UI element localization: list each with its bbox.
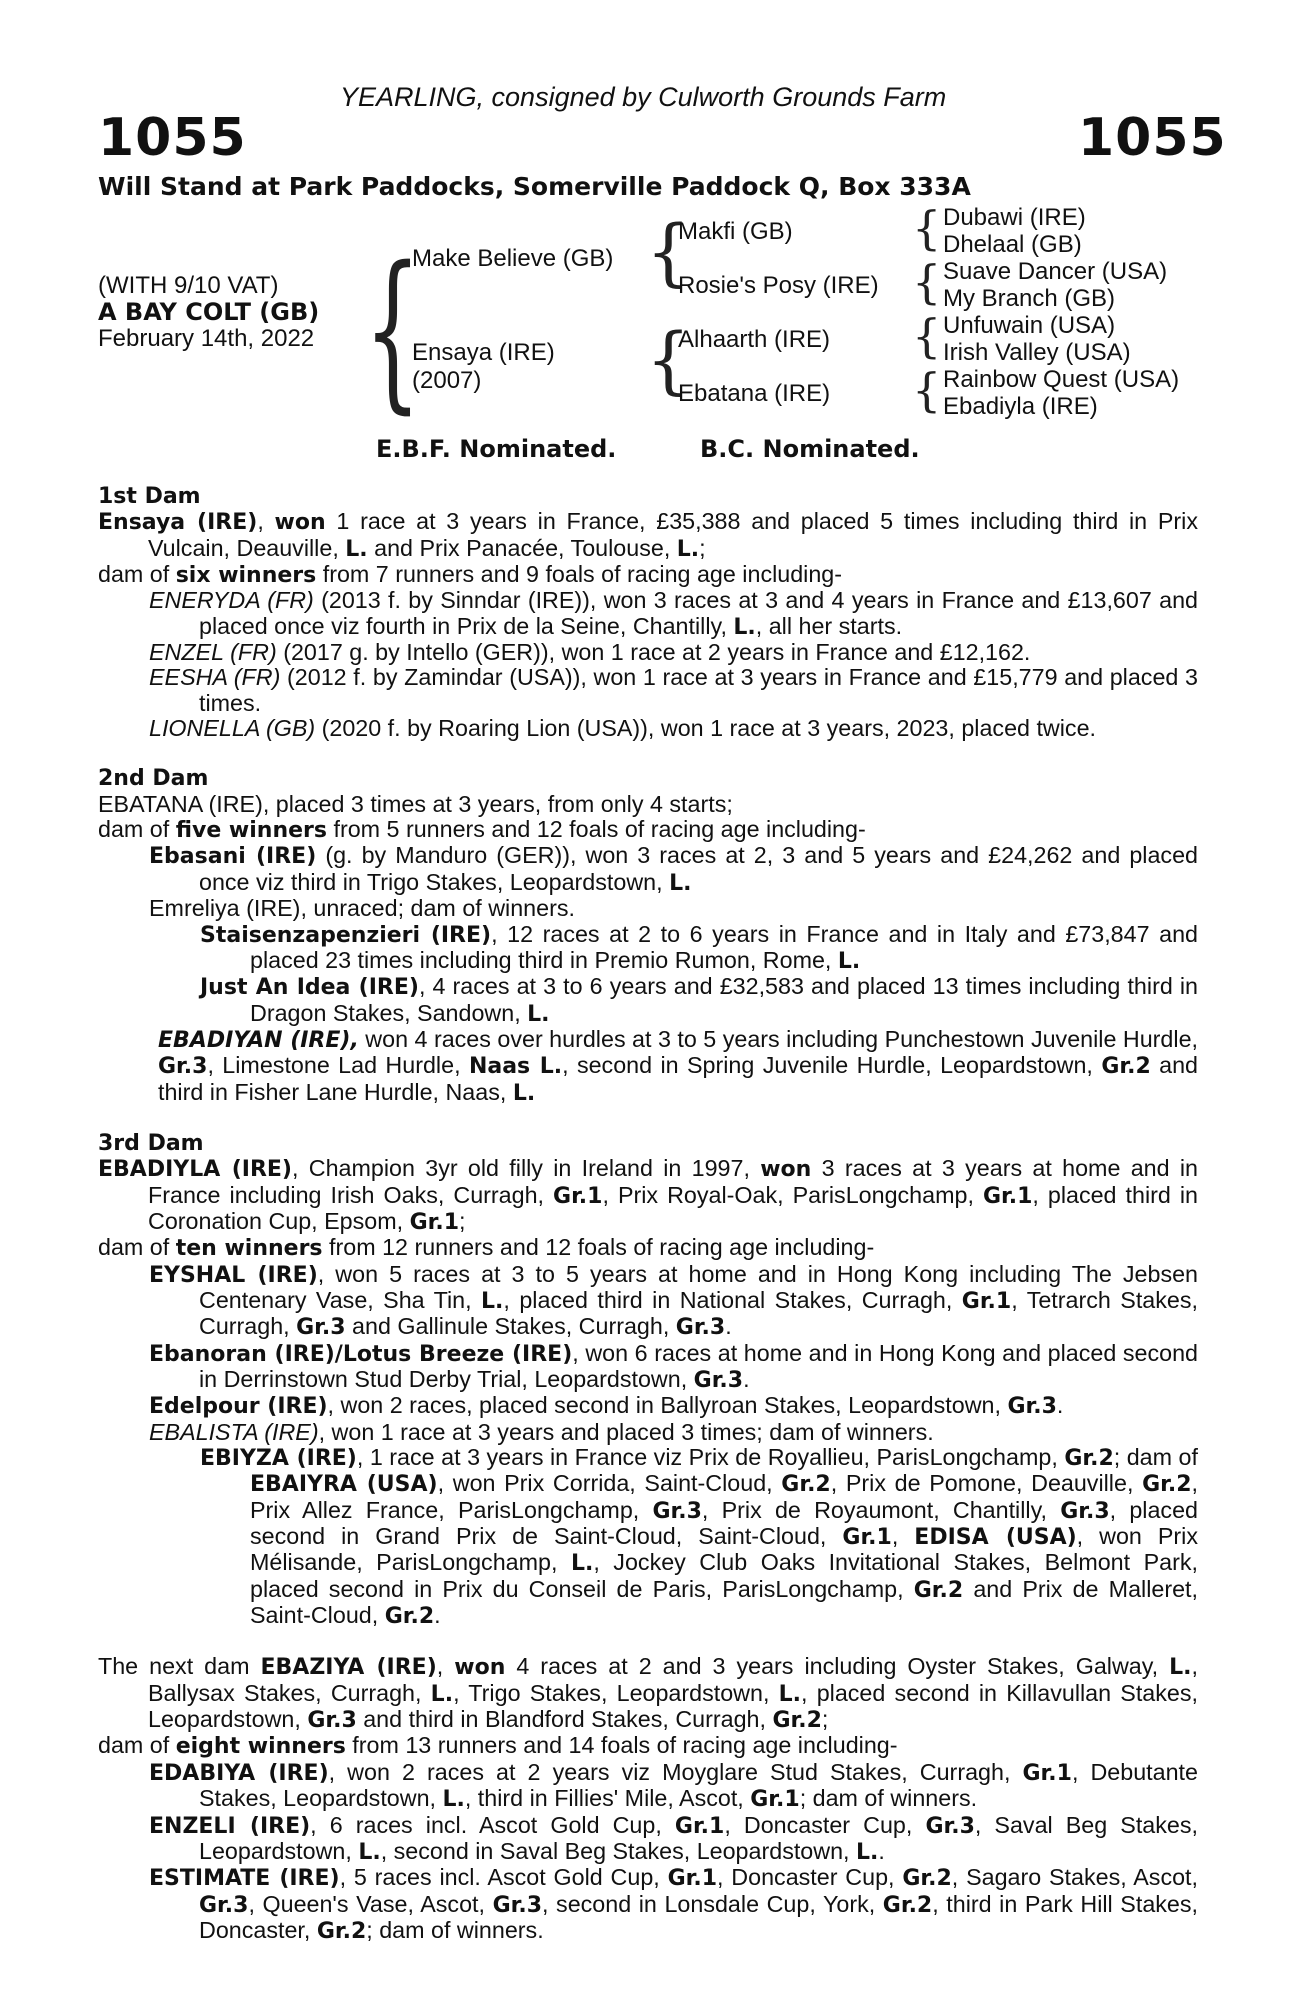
produce-text: ; dam of [1113, 1444, 1198, 1471]
dam-of-label: dam of [98, 1234, 176, 1261]
produce-text: , Jockey Club Oaks Invitational Stakes, Belmont Park, placed second in Prix du Conseil de Paris, ParisLongchamp, [250, 1549, 1198, 1602]
group-marker: Gr.2 [1101, 1054, 1151, 1080]
listed-marker: L. [512, 1080, 536, 1106]
produce-text: from 5 runners and 12 foals of racing age including- [327, 816, 866, 843]
produce-name: EBALISTA (IRE) [149, 1418, 319, 1445]
group-marker: Gr.2 [316, 1918, 367, 1944]
winners-count: five winners [175, 818, 327, 844]
produce-entry [98, 1865, 1198, 1944]
group-marker: Gr.3 [492, 1892, 542, 1918]
produce-text: (2012 f. by Zamindar (USA)), won 1 race at 3 years in France and £15,779 and placed 3 times. [199, 664, 1198, 716]
group-marker: Gr.1 [842, 1525, 892, 1551]
listed-marker: L. [669, 870, 692, 896]
first-dam-record: Ensaya (IRE), won 1 race at 3 years in France, £35,388 and placed 5 times including third in Prix Vulcain, Deauville, L. and Prix Panacée, Toulouse, L.; [98, 508, 1198, 562]
produce-entry [98, 1027, 1198, 1106]
produce-entry [98, 1341, 1198, 1394]
produce-name: EBADIYAN (IRE), [158, 1027, 359, 1053]
record-text: 3 races at 3 years at home and in France including Irish Oaks, Curragh, [148, 1155, 1198, 1208]
sire: Make Believe (GB) [412, 245, 614, 272]
stand-location: Will Stand at Park Paddocks, Somerville Paddock Q, Box 333A [98, 172, 971, 201]
produce-text: , third in Fillies' Mile, Ascot, [464, 1785, 751, 1812]
produce-entry [98, 640, 1198, 665]
produce-text: , second in Lonsdale Cup, York, [542, 1890, 883, 1917]
produce-text: , won 2 races at 2 years viz Moyglare Stud Stakes, Curragh, [328, 1758, 1023, 1785]
brace-ss: { [912, 201, 942, 255]
produce-text: , placed third in National Stakes, Curragh, [503, 1286, 962, 1313]
dam-brace: { [646, 316, 691, 403]
horse-name: A BAY COLT (GB) [98, 298, 320, 326]
produce-entry [98, 843, 1198, 896]
ebf-nominated: E.B.F. Nominated. [376, 435, 617, 463]
listed-marker: L. [1169, 1655, 1192, 1681]
group-marker: Gr.2 [913, 1577, 964, 1603]
third-dam-heading: 3rd Dam [98, 1130, 204, 1156]
produce-text: and Gallinule Stakes, Curragh, [345, 1313, 676, 1340]
produce-text: , won 2 races, placed second in Ballyroan Stakes, Leopardstown, [327, 1392, 1008, 1419]
group-marker: Gr.3 [199, 1892, 249, 1918]
produce-text: . [1056, 1392, 1064, 1419]
record-text: , Champion 3yr old filly in Ireland in 1997, [292, 1155, 761, 1182]
produce-text: , won 1 race at 3 years and placed 3 times; dam of winners. [318, 1418, 934, 1445]
sire-sire: Makfi (GB) [678, 218, 793, 245]
listed-marker: L. [733, 614, 756, 640]
next-dam-name: EBAZIYA (IRE) [260, 1655, 437, 1681]
won-marker: won [454, 1655, 506, 1681]
brace-dd: { [912, 363, 942, 417]
lot-number-right: 1055 [1078, 108, 1227, 168]
produce-name: Just An Idea (IRE) [200, 975, 419, 1001]
produce-text: and third in Fisher Lane Hurdle, Naas, [158, 1052, 1199, 1105]
third-dam-name: EBADIYLA (IRE) [98, 1157, 292, 1183]
group-marker: Gr.2 [902, 1866, 952, 1892]
dam-of-label: dam of [98, 561, 176, 588]
listed-marker: L. [856, 1839, 879, 1865]
record-text: The next dam [98, 1653, 261, 1680]
group-marker: Gr.3 [1007, 1394, 1057, 1420]
next-dam-produce-summary [98, 1733, 1198, 1759]
produce-text: , Debutante Stakes, Leopardstown, [199, 1758, 1198, 1812]
produce-text-end: , all her starts. [755, 612, 903, 639]
sire-dam-dam: My Branch (GB) [943, 285, 1116, 312]
listed-marker: L. [837, 948, 861, 974]
next-dam-record [98, 1654, 1198, 1733]
produce-name: LIONELLA (GB) [149, 715, 316, 742]
lot-number-left: 1055 [98, 108, 247, 168]
listed-marker: L. [442, 1787, 465, 1813]
produce-text: , Prix Allez France, ParisLongchamp, [250, 1470, 1198, 1523]
produce-entry [98, 1420, 1198, 1445]
sire-dam: Rosie's Posy (IRE) [678, 272, 879, 299]
dam-year: (2007) [412, 367, 482, 394]
group-marker: Gr.1 [553, 1183, 603, 1209]
produce-name: EBAIYRA (USA) [250, 1472, 438, 1498]
produce-text: , placed second in Grand Prix de Saint-Cloud, Saint-Cloud, [250, 1496, 1198, 1550]
produce-name: EESHA (FR) [149, 664, 281, 691]
horse-dob: February 14th, 2022 [98, 325, 315, 352]
group-marker: Gr.2 [781, 1472, 831, 1498]
produce-text: from 12 runners and 12 foals of racing age including- [322, 1234, 875, 1261]
record-text: , [436, 1653, 455, 1680]
produce-text: , Doncaster Cup, [724, 1811, 926, 1838]
group-marker: Gr.3 [1060, 1498, 1110, 1524]
produce-name: ENERYDA (FR) [149, 587, 314, 614]
third-dam-produce-summary [98, 1235, 1198, 1261]
sire-sire-sire: Dubawi (IRE) [943, 204, 1086, 231]
produce-name: EYSHAL (IRE) [149, 1262, 318, 1288]
record-text: , placed third in Coronation Cup, Epsom, [148, 1181, 1198, 1234]
produce-text: (2020 f. by Roaring Lion (USA)), won 1 race at 3 years, 2023, placed twice. [315, 715, 1097, 742]
group-marker: Gr.2 [882, 1892, 933, 1918]
winners-count: eight winners [175, 1734, 346, 1760]
listed-marker: L. [358, 1839, 381, 1865]
produce-entry [98, 1445, 1198, 1629]
produce-text: , Sagaro Stakes, Ascot, [951, 1864, 1198, 1891]
produce-text: , won Prix Mélisande, ParisLongchamp, [250, 1523, 1198, 1576]
produce-text: . [725, 1313, 732, 1340]
group-marker: Gr.3 [296, 1315, 346, 1341]
produce-text: , 6 races incl. Ascot Gold Cup, [310, 1811, 675, 1838]
produce-text: ; dam of winners. [799, 1785, 978, 1812]
produce-text: , Tetrarch Stakes, Curragh, [199, 1286, 1198, 1340]
produce-entry [98, 716, 1198, 741]
produce-name: EDABIYA (IRE) [149, 1760, 329, 1786]
produce-text: . [878, 1837, 885, 1864]
first-dam-listed-2: L. [676, 536, 700, 562]
group-marker: Gr.1 [674, 1813, 725, 1839]
produce-text: from 13 runners and 14 foals of racing age including- [345, 1732, 898, 1759]
group-marker: Gr.1 [750, 1787, 800, 1813]
produce-entry [98, 588, 1198, 640]
group-marker: Gr.1 [961, 1288, 1012, 1314]
main-brace: { [364, 230, 422, 431]
produce-text: , 4 races at 3 to 6 years and £32,583 and placed 13 times including third in Dragon Stakes, Sandown, [250, 973, 1199, 1026]
produce-text: (2013 f. by Sinndar (IRE)), won 3 races at 3 and 4 years in France and £13,607 and placed once viz fourth in Prix de la Seine, Chantilly, [199, 587, 1198, 639]
first-dam-name: Ensaya (IRE) [98, 510, 258, 536]
listed-marker: L. [481, 1288, 504, 1314]
second-dam-heading: 2nd Dam [98, 766, 209, 792]
produce-entry [98, 1813, 1198, 1866]
produce-entry [98, 922, 1198, 975]
record-text: and third in Blandford Stakes, Curragh, [356, 1706, 773, 1733]
sire-sire-dam: Dhelaal (GB) [943, 231, 1082, 258]
dam: Ensaya (IRE) [412, 339, 555, 366]
group-marker: Gr.3 [652, 1498, 702, 1524]
produce-text: won 4 races over hurdles at 3 to 5 years including Punchestown Juvenile Hurdle, [358, 1025, 1198, 1052]
group-marker: Gr.2 [384, 1604, 435, 1630]
produce-text: . [743, 1366, 750, 1392]
group-marker: Gr.3 [675, 1315, 726, 1341]
produce-entry [98, 1393, 1198, 1419]
listed-marker: L. [778, 1681, 802, 1707]
winners-count: ten winners [175, 1236, 323, 1262]
group-marker: Gr.3 [693, 1368, 744, 1393]
produce-text: (2017 g. by Intello (GER)), won 1 race at 2 years in France and £12,162. [276, 639, 1031, 666]
group-marker: Gr.3 [307, 1708, 357, 1734]
produce-text: , 1 race at 3 years in France viz Prix de Royallieu, ParisLongchamp, [356, 1444, 1065, 1471]
sire-brace: { [646, 208, 691, 295]
vat-note: (WITH 9/10 VAT) [98, 272, 279, 299]
produce-entry: Emreliya (IRE), unraced; dam of winners. [149, 895, 575, 922]
record-text: ; [459, 1207, 466, 1234]
produce-text: , Prix de Royaumont, Chantilly, [701, 1496, 1061, 1523]
dam-of-label: dam of [98, 816, 176, 843]
first-dam-won: won [274, 510, 326, 536]
produce-name: Ebanoran (IRE)/Lotus Breeze (IRE) [149, 1341, 573, 1367]
produce-text: , 5 races incl. Ascot Gold Cup, [339, 1864, 668, 1891]
listed-marker: Naas L. [468, 1054, 563, 1080]
produce-text: , [891, 1523, 915, 1550]
first-dam-heading: 1st Dam [98, 484, 201, 509]
produce-text: (g. by Manduro (GER)), won 3 races at 2, 3 and 5 years and £24,262 and placed once viz third in Trigo Stakes, Leopardstown, [199, 842, 1198, 895]
dam-dam: Ebatana (IRE) [678, 380, 831, 407]
listed-marker: L. [570, 1551, 594, 1577]
produce-name: EBIYZA (IRE) [200, 1446, 357, 1472]
produce-name: ENZEL (FR) [149, 639, 277, 666]
produce-text: ; dam of winners. [366, 1916, 544, 1943]
bc-nominated: B.C. Nominated. [700, 435, 920, 463]
produce-name: Ebasani (IRE) [149, 844, 317, 870]
first-dam-text-2: and Prix Panacée, Toulouse, [367, 534, 677, 561]
record-text: , Ballysax Stakes, Curragh, [148, 1653, 1198, 1706]
produce-text: , Limestone Lad Hurdle, [207, 1052, 469, 1079]
won-marker: won [760, 1157, 812, 1183]
record-text: , Trigo Stakes, Leopardstown, [453, 1679, 779, 1706]
dam-sire: Alhaarth (IRE) [678, 326, 831, 353]
produce-text: , Saval Beg Stakes, Leopardstown, [199, 1811, 1198, 1864]
second-dam-record: EBATANA (IRE), placed 3 times at 3 years, from only 4 starts; [98, 790, 733, 817]
produce-text: from 7 runners and 9 foals of racing age including- [316, 561, 843, 588]
record-text: , placed second in Killavullan Stakes, Leopardstown, [148, 1679, 1198, 1733]
catalogue-body [98, 484, 1198, 1944]
dam-sire-sire: Unfuwain (USA) [943, 312, 1116, 339]
produce-name: ESTIMATE (IRE) [149, 1866, 340, 1892]
produce-name: Edelpour (IRE) [149, 1394, 328, 1420]
listed-marker: L. [430, 1681, 454, 1707]
second-dam-produce-summary [98, 817, 1198, 843]
group-marker: Gr.1 [667, 1866, 718, 1892]
produce-text: , won 6 races at home and in Hong Kong and placed second in Derrinstown Stud Derby Trial, Leopardstown, [199, 1339, 1199, 1392]
produce-text: , third in Park Hill Stakes, Doncaster, [199, 1890, 1198, 1943]
produce-text: , won 5 races at 3 to 5 years at home and in Hong Kong including The Jebsen Centenary Vase, Sha Tin, [199, 1260, 1199, 1313]
dam-dam-sire: Rainbow Quest (USA) [943, 366, 1180, 393]
produce-entry [98, 1760, 1198, 1813]
produce-name: ENZELI (IRE) [149, 1813, 311, 1839]
group-marker: Gr.2 [1142, 1472, 1192, 1498]
produce-text: , Queen's Vase, Ascot, [248, 1890, 493, 1917]
sire-dam-sire: Suave Dancer (USA) [943, 258, 1168, 285]
group-marker: Gr.1 [982, 1183, 1033, 1209]
dam-of-label: dam of [98, 1732, 176, 1759]
group-marker: Gr.1 [409, 1209, 460, 1235]
consignment-line: YEARLING, consigned by Culworth Grounds Farm [340, 82, 947, 112]
group-marker: Gr.2 [772, 1708, 822, 1734]
group-marker: Gr.2 [1064, 1446, 1114, 1472]
dam-sire-dam: Irish Valley (USA) [943, 339, 1131, 366]
produce-text: , second in Saval Beg Stakes, Leopardstown, [380, 1837, 856, 1864]
produce-text: , second in Spring Juvenile Hurdle, Leopardstown, [562, 1052, 1102, 1079]
winners-count: six winners [175, 563, 317, 589]
produce-text: , 12 races at 2 to 6 years in France and in Italy and £73,847 and placed 23 times including third in Premio Rumon, Rome, [250, 920, 1198, 973]
produce-text: , Prix de Pomone, Deauville, [830, 1470, 1143, 1497]
produce-text: , won Prix Corrida, Saint-Cloud, [437, 1470, 782, 1497]
produce-text: . [434, 1602, 441, 1629]
group-marker: Gr.3 [925, 1813, 975, 1839]
dam-dam-dam: Ebadiyla (IRE) [943, 393, 1098, 420]
first-dam-listed-1: L. [345, 536, 368, 562]
first-dam-produce-summary [98, 562, 1198, 588]
produce-entry [98, 974, 1198, 1027]
first-dam-end: ; [699, 534, 706, 561]
record-text: 4 races at 2 and 3 years including Oyster Stakes, Galway, [505, 1653, 1170, 1680]
record-text: , Prix Royal-Oak, ParisLongchamp, [602, 1181, 983, 1208]
produce-text: and Prix de Malleret, Saint-Cloud, [250, 1575, 1198, 1629]
first-dam-text: 1 race at 3 years in France, £35,388 and placed 5 times including third in Prix Vulcain, Deauville, [148, 508, 1198, 561]
brace-ds: { [912, 309, 942, 363]
produce-entry [98, 1262, 1198, 1341]
third-dam-record [98, 1156, 1198, 1235]
produce-text: , Doncaster Cup, [717, 1864, 903, 1891]
group-marker: Gr.1 [1022, 1760, 1072, 1786]
brace-sd: { [912, 255, 942, 309]
record-text: ; [821, 1706, 829, 1733]
produce-name: EDISA (USA) [914, 1525, 1077, 1551]
group-marker: Gr.3 [158, 1054, 208, 1080]
listed-marker: L. [527, 1001, 550, 1027]
produce-entry [98, 665, 1198, 716]
produce-name: Staisenzapenzieri (IRE) [200, 922, 492, 948]
